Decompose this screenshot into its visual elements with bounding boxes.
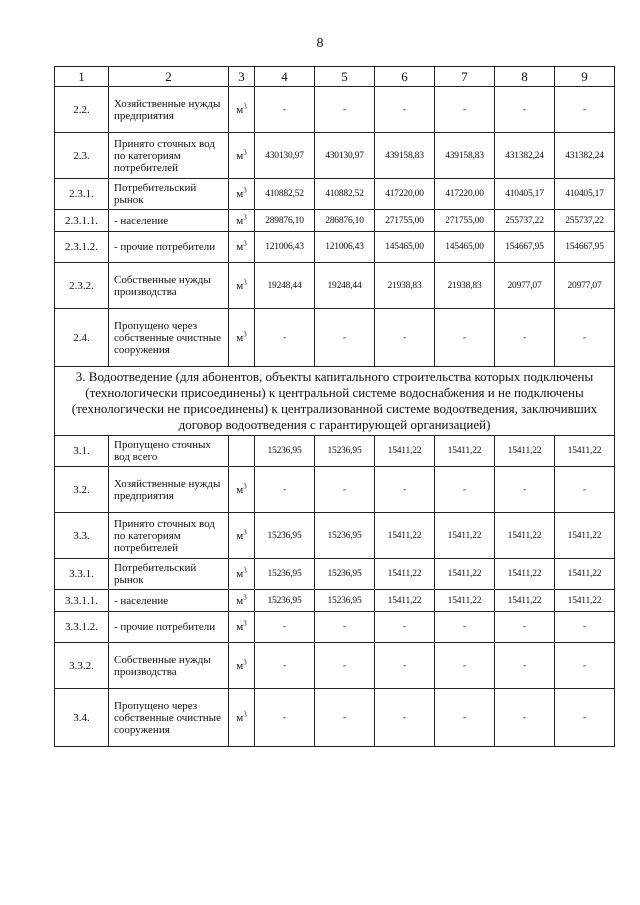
value-cell: 15411,22 (375, 436, 435, 467)
value-cell: 431382,24 (555, 133, 615, 179)
row-number: 3.3.2. (55, 643, 109, 689)
header-cell: 2 (109, 67, 229, 87)
unit-exponent: 3 (243, 527, 247, 536)
header-cell: 9 (555, 67, 615, 87)
value-cell: 430130,97 (255, 133, 315, 179)
unit-base: м (236, 568, 244, 580)
unit-cell (229, 590, 255, 612)
header-cell: 6 (375, 67, 435, 87)
value-cell: 145465,00 (435, 232, 495, 263)
header-cell: 3 (229, 67, 255, 87)
unit-cell (229, 263, 255, 309)
value-cell: 15236,95 (315, 559, 375, 590)
row-label: Принято сточных вод по категориям потребителей (109, 513, 229, 559)
value-cell: - (555, 612, 615, 643)
unit-cell (229, 467, 255, 513)
value-cell: - (255, 612, 315, 643)
value-cell: - (315, 309, 375, 367)
row-number: 3.3. (55, 513, 109, 559)
value-cell: 271755,00 (435, 210, 495, 232)
unit-cell (229, 210, 255, 232)
unit-cell (229, 436, 255, 467)
row-label: - прочие потребители (109, 232, 229, 263)
unit-cell (229, 513, 255, 559)
value-cell: 15236,95 (255, 436, 315, 467)
unit-cell (229, 232, 255, 263)
value-cell: 15411,22 (375, 590, 435, 612)
value-cell: - (555, 643, 615, 689)
value-cell: - (435, 467, 495, 513)
value-cell: 417220,00 (375, 179, 435, 210)
row-number: 3.3.1.2. (55, 612, 109, 643)
table-row (55, 643, 615, 689)
value-cell: - (555, 689, 615, 747)
unit-exponent: 3 (243, 566, 247, 575)
value-cell: 15411,22 (495, 436, 555, 467)
value-cell: 15236,95 (315, 513, 375, 559)
row-number: 3.3.1.1. (55, 590, 109, 612)
value-cell: 417220,00 (435, 179, 495, 210)
table-row (55, 590, 615, 612)
unit-exponent: 3 (243, 277, 247, 286)
value-cell: - (255, 689, 315, 747)
value-cell: 15411,22 (435, 513, 495, 559)
table-row (55, 133, 615, 179)
value-cell: 286876,10 (315, 210, 375, 232)
unit-cell (229, 643, 255, 689)
table-row (55, 559, 615, 590)
value-cell: 439158,83 (435, 133, 495, 179)
value-cell: 271755,00 (375, 210, 435, 232)
unit-exponent: 3 (243, 619, 247, 628)
value-cell: 15411,22 (495, 559, 555, 590)
value-cell: - (435, 689, 495, 747)
value-cell: - (495, 87, 555, 133)
unit-base: м (236, 331, 244, 344)
row-number: 3.1. (55, 436, 109, 467)
row-label: Потребительский рынок (109, 179, 229, 210)
value-cell: 15411,22 (555, 559, 615, 590)
block-3-rows (55, 436, 615, 747)
unit-exponent: 3 (243, 239, 247, 248)
value-cell: - (375, 612, 435, 643)
value-cell: 15411,22 (495, 590, 555, 612)
unit-cell (229, 559, 255, 590)
row-number: 2.2. (55, 87, 109, 133)
value-cell: - (315, 612, 375, 643)
unit-exponent: 3 (243, 592, 247, 601)
unit-base: м (236, 483, 244, 496)
value-cell: 410882,52 (315, 179, 375, 210)
unit-exponent: 3 (243, 657, 247, 666)
value-cell: 121006,43 (315, 232, 375, 263)
value-cell: - (375, 467, 435, 513)
value-cell: 15236,95 (255, 590, 315, 612)
value-cell: 15411,22 (495, 513, 555, 559)
header-cell: 4 (255, 67, 315, 87)
table-row (55, 179, 615, 210)
unit-base: м (236, 711, 244, 724)
table-row (55, 467, 615, 513)
unit-exponent: 3 (243, 481, 247, 490)
value-cell: - (555, 87, 615, 133)
unit-cell (229, 179, 255, 210)
value-cell: 410405,17 (495, 179, 555, 210)
value-cell: - (495, 309, 555, 367)
value-cell: 15411,22 (375, 559, 435, 590)
unit-exponent: 3 (243, 186, 247, 195)
value-cell: - (495, 467, 555, 513)
unit-exponent: 3 (243, 709, 247, 718)
value-cell: 19248,44 (255, 263, 315, 309)
value-cell: 15411,22 (435, 590, 495, 612)
value-cell: - (315, 87, 375, 133)
value-cell: 15236,95 (315, 436, 375, 467)
value-cell: - (435, 643, 495, 689)
unit-base: м (236, 149, 244, 162)
value-cell: 430130,97 (315, 133, 375, 179)
row-number: 2.3.2. (55, 263, 109, 309)
row-number: 3.4. (55, 689, 109, 747)
value-cell: - (375, 689, 435, 747)
value-cell: 121006,43 (255, 232, 315, 263)
value-cell: 15236,95 (255, 559, 315, 590)
data-table (54, 66, 615, 747)
value-cell: - (255, 467, 315, 513)
value-cell: - (495, 643, 555, 689)
unit-base: м (236, 279, 244, 292)
row-label: Пропущено сточных вод всего (109, 436, 229, 467)
value-cell: 15236,95 (315, 590, 375, 612)
value-cell: 20977,07 (555, 263, 615, 309)
row-number: 2.3. (55, 133, 109, 179)
unit-cell (229, 133, 255, 179)
table-row (55, 263, 615, 309)
table-row (55, 232, 615, 263)
value-cell: - (315, 643, 375, 689)
unit-base: м (236, 103, 244, 116)
section-3-title: 3. Водоотведение (для абонентов, объекты капитального строительства которых подключены (технологически присоединены) к центральной системе водоснабжения и не подключены (технологически не присоединены) к централизованной системе водоотведения, заключивших договор водоотведения с гарантирующей организацией) (55, 367, 615, 436)
row-number: 3.3.1. (55, 559, 109, 590)
value-cell: 431382,24 (495, 133, 555, 179)
value-cell: - (375, 309, 435, 367)
value-cell: 255737,22 (495, 210, 555, 232)
row-label: Хозяйственные нужды предприятия (109, 467, 229, 513)
table-row (55, 210, 615, 232)
header-cell: 1 (55, 67, 109, 87)
header-cell: 8 (495, 67, 555, 87)
page-number: 8 (316, 36, 324, 51)
value-cell: - (495, 612, 555, 643)
value-cell: - (435, 87, 495, 133)
unit-exponent: 3 (243, 147, 247, 156)
row-number: 2.3.1. (55, 179, 109, 210)
row-label: Потребительский рынок (109, 559, 229, 590)
table-row (55, 436, 615, 467)
value-cell: - (255, 87, 315, 133)
value-cell: 154667,95 (555, 232, 615, 263)
value-cell: - (255, 643, 315, 689)
value-cell: 21938,83 (375, 263, 435, 309)
value-cell: - (375, 643, 435, 689)
row-label: Пропущено через собственные очистные сооружения (109, 689, 229, 747)
header-cell: 5 (315, 67, 375, 87)
value-cell: 15411,22 (555, 590, 615, 612)
value-cell: 154667,95 (495, 232, 555, 263)
value-cell: 15411,22 (435, 559, 495, 590)
value-cell: 145465,00 (375, 232, 435, 263)
value-cell: - (495, 689, 555, 747)
value-cell: - (435, 309, 495, 367)
unit-base: м (236, 529, 244, 542)
table-row (55, 612, 615, 643)
table-row (55, 689, 615, 747)
table-row (55, 513, 615, 559)
value-cell: 439158,83 (375, 133, 435, 179)
value-cell: - (315, 467, 375, 513)
header-cell: 7 (435, 67, 495, 87)
value-cell: 410882,52 (255, 179, 315, 210)
unit-base: м (236, 594, 244, 607)
value-cell: - (435, 612, 495, 643)
row-number: 3.2. (55, 467, 109, 513)
table-row (55, 309, 615, 367)
unit-exponent: 3 (243, 101, 247, 110)
value-cell: 21938,83 (435, 263, 495, 309)
value-cell: - (255, 309, 315, 367)
row-number: 2.3.1.2. (55, 232, 109, 263)
value-cell: 15411,22 (375, 513, 435, 559)
value-cell: 19248,44 (315, 263, 375, 309)
value-cell: 410405,17 (555, 179, 615, 210)
value-cell: 15411,22 (435, 436, 495, 467)
row-label: - прочие потребители (109, 612, 229, 643)
row-label: - население (109, 210, 229, 232)
block-2-rows (55, 87, 615, 367)
unit-cell (229, 309, 255, 367)
unit-base: м (236, 188, 244, 200)
row-label: - население (109, 590, 229, 612)
unit-base: м (236, 214, 244, 227)
unit-cell (229, 612, 255, 643)
value-cell: 289876,10 (255, 210, 315, 232)
value-cell: - (555, 309, 615, 367)
unit-base: м (236, 621, 244, 633)
unit-base: м (236, 241, 244, 253)
value-cell: - (555, 467, 615, 513)
row-label: Хозяйственные нужды предприятия (109, 87, 229, 133)
row-number: 2.3.1.1. (55, 210, 109, 232)
row-label: Пропущено через собственные очистные сооружения (109, 309, 229, 367)
section-row (55, 367, 615, 436)
value-cell: - (315, 689, 375, 747)
unit-cell (229, 87, 255, 133)
row-number: 2.4. (55, 309, 109, 367)
table-row (55, 87, 615, 133)
value-cell: 255737,22 (555, 210, 615, 232)
value-cell: - (375, 87, 435, 133)
unit-base: м (236, 659, 244, 672)
header-row (55, 67, 615, 87)
value-cell: 15411,22 (555, 513, 615, 559)
unit-exponent: 3 (243, 329, 247, 338)
unit-cell (229, 689, 255, 747)
unit-exponent: 3 (243, 212, 247, 221)
row-label: Принято сточных вод по категориям потребителей (109, 133, 229, 179)
value-cell: 15236,95 (255, 513, 315, 559)
row-label: Собственные нужды производства (109, 643, 229, 689)
row-label: Собственные нужды производства (109, 263, 229, 309)
value-cell: 20977,07 (495, 263, 555, 309)
value-cell: 15411,22 (555, 436, 615, 467)
